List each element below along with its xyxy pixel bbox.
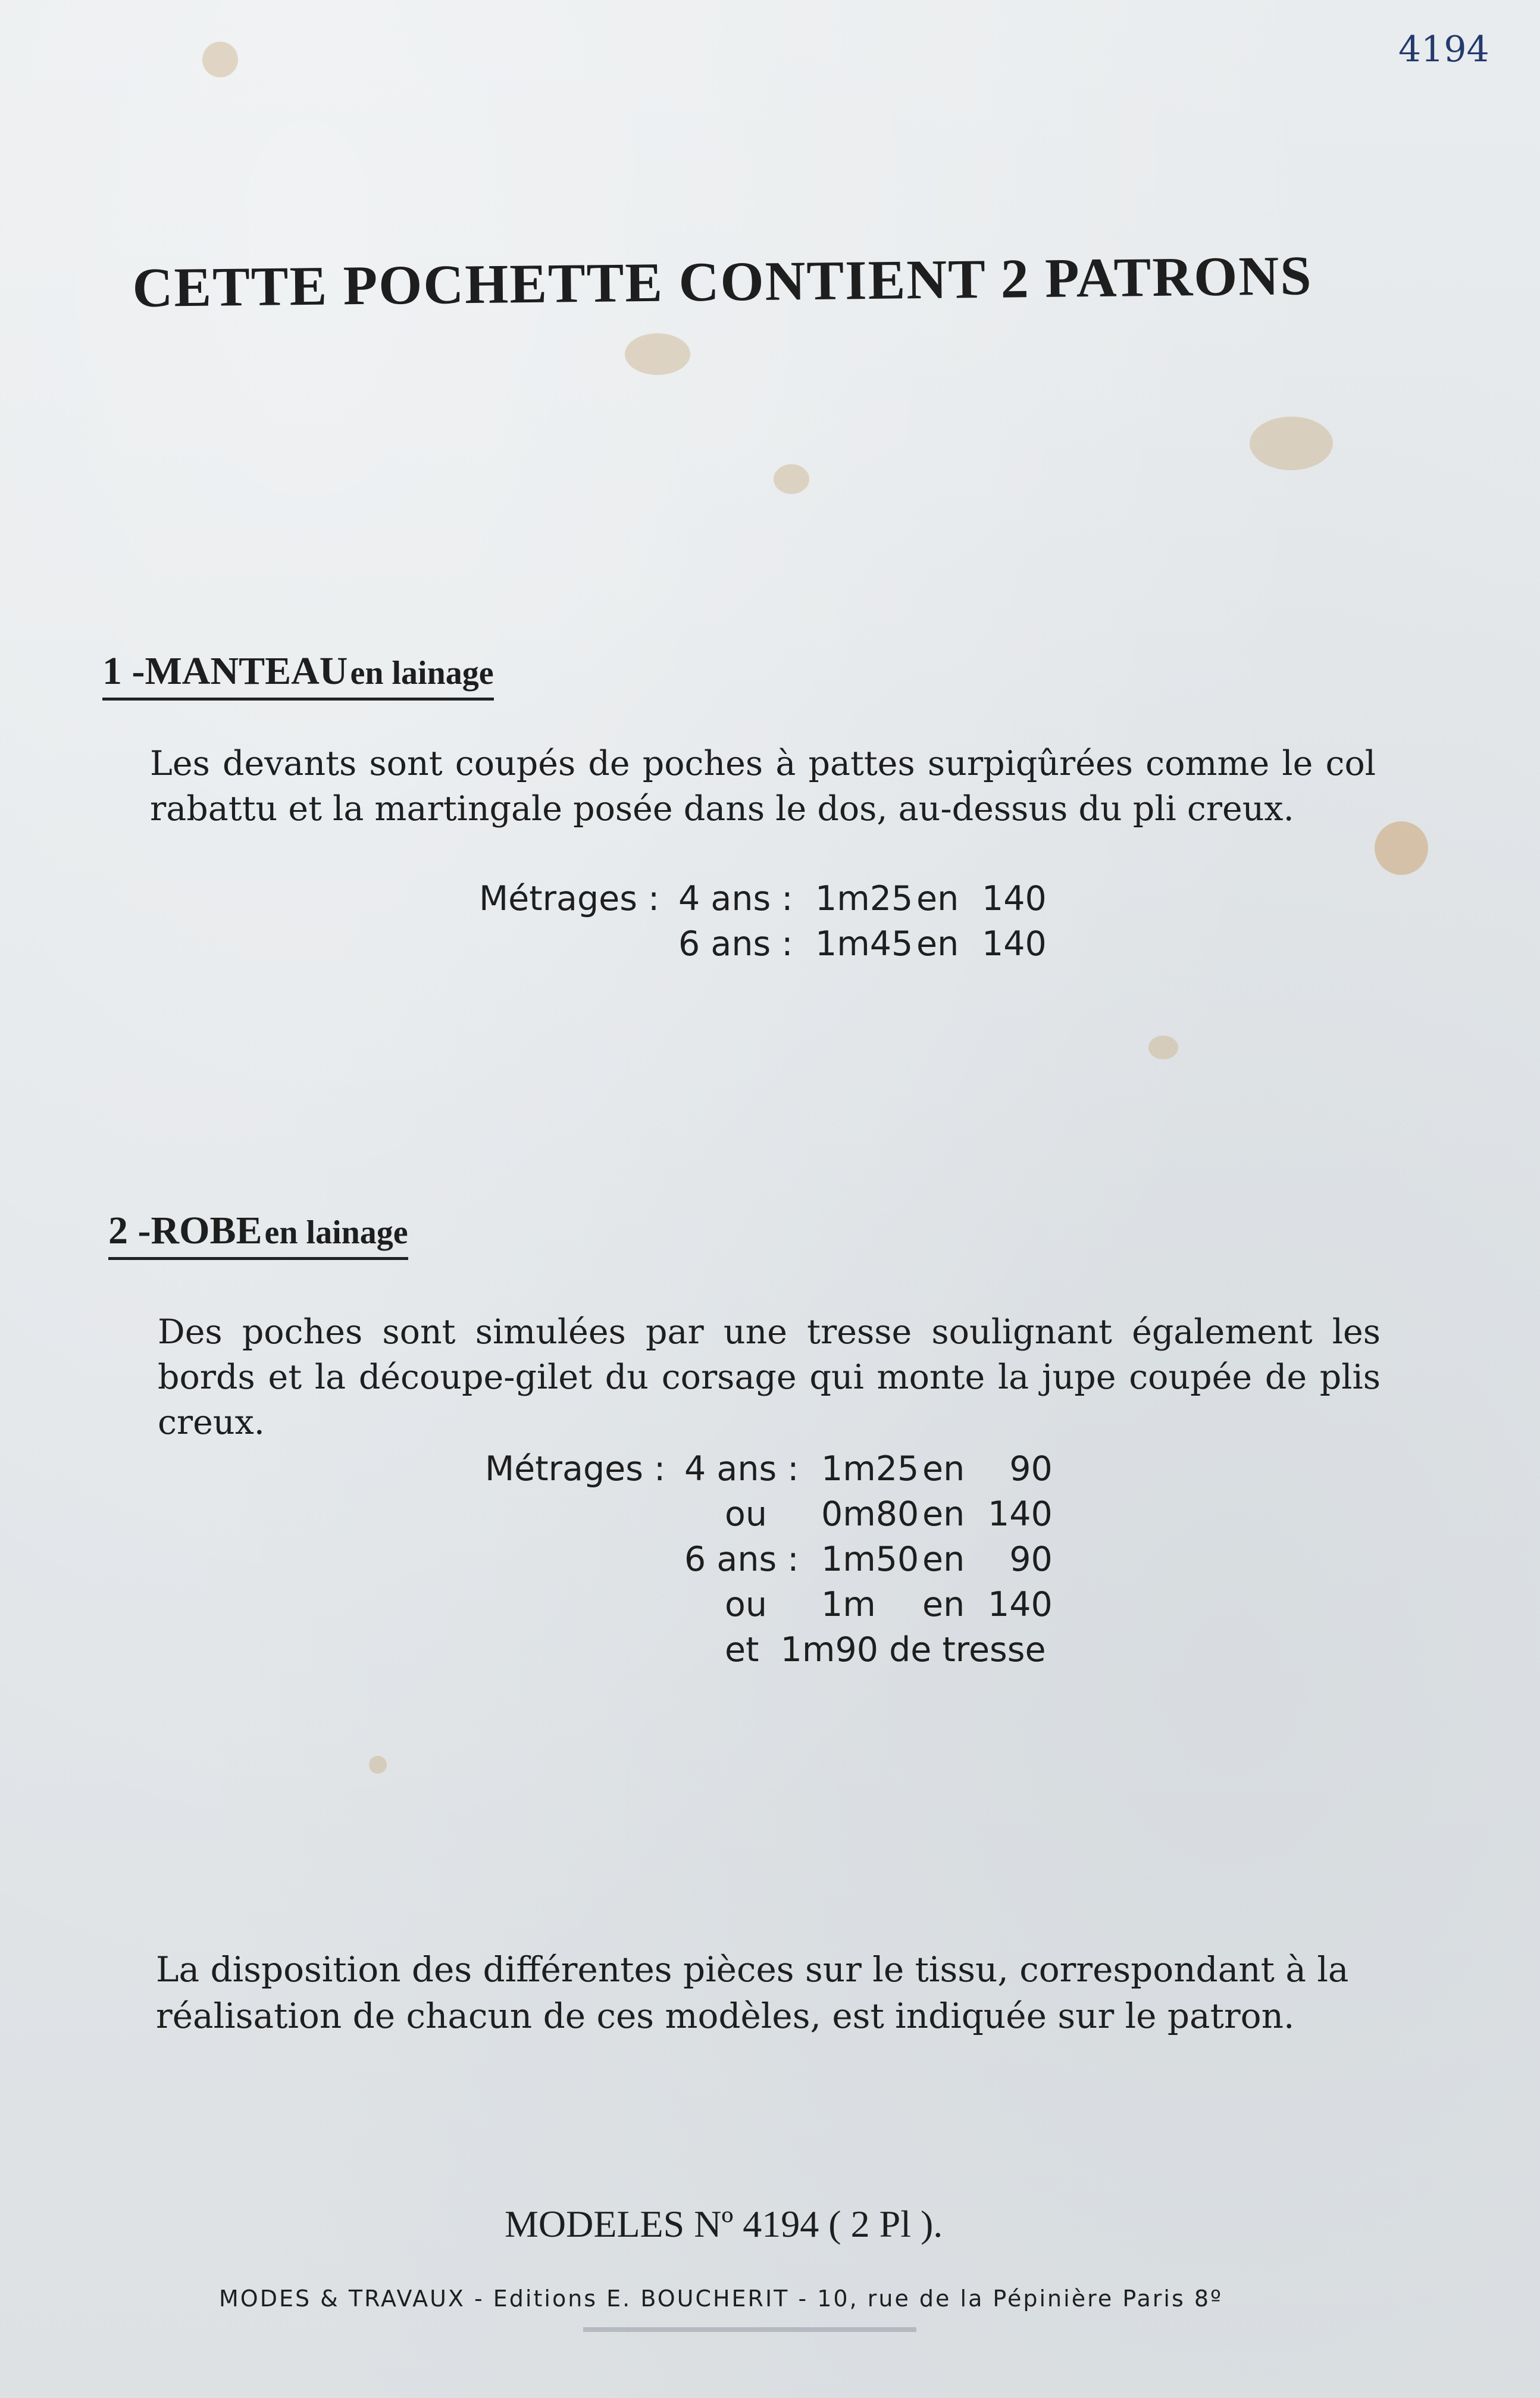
- metrage-qty: 1m: [821, 1585, 876, 1624]
- metrage-size: 4 ans :: [684, 1449, 799, 1489]
- metrage-size: 4 ans :: [678, 879, 793, 918]
- metrage-qty: 1m45: [815, 924, 913, 964]
- metrage-en: en: [922, 1585, 965, 1624]
- metrages-table-manteau: [479, 876, 1047, 967]
- section-description-manteau: Les devants sont coupés de poches à pattes surpiqûrées comme le col rabattu et la martingale posée dans le dos, au-dessus du pli creux.: [150, 744, 1376, 828]
- metrages-label: Métrages :: [485, 1449, 666, 1489]
- metrage-size: 6 ans :: [678, 924, 793, 964]
- section-heading-robe: [108, 1208, 408, 1260]
- page-number: 4194: [1398, 29, 1489, 70]
- metrage-size: ou: [725, 1585, 767, 1624]
- metrage-width: 140: [988, 1495, 1053, 1534]
- metrage-en: en: [916, 879, 959, 918]
- models-reference: MODELES Nº 4194 ( 2 Pl ).: [505, 2203, 943, 2245]
- metrage-qty: 1m25: [821, 1449, 919, 1489]
- section-subtitle: en lainage: [264, 1214, 408, 1251]
- publisher-line: MODES & TRAVAUX - Editions E. BOUCHERIT - 10, rue de la Pépinière Paris 8º: [219, 2286, 1223, 2312]
- section-subtitle: en lainage: [350, 655, 494, 692]
- section-number: 2 -: [108, 1209, 151, 1252]
- metrage-qty: 1m50: [821, 1540, 919, 1579]
- metrage-qty: 0m80: [821, 1495, 919, 1534]
- section-name: ROBE: [151, 1209, 262, 1252]
- metrage-en: en: [922, 1495, 965, 1534]
- metrage-qty: 1m25: [815, 879, 913, 918]
- metrage-width: 140: [988, 1585, 1053, 1624]
- metrage-extra-braid: et 1m90 de tresse: [725, 1630, 1046, 1669]
- metrage-size: 6 ans :: [684, 1540, 799, 1579]
- printer-fine-print: [583, 2327, 916, 2332]
- section-description-robe: Des poches sont simulées par une tresse soulignant également les bords et la découpe-gilet du corsage qui monte la jupe coupée de plis creux.: [158, 1312, 1381, 1442]
- metrages-table-robe: [485, 1446, 1053, 1672]
- section-heading-manteau: [102, 649, 494, 701]
- metrage-en: en: [922, 1540, 965, 1579]
- metrage-width: 90: [1009, 1449, 1053, 1489]
- metrage-width: 90: [1009, 1540, 1053, 1579]
- section-name: MANTEAU: [145, 649, 348, 693]
- metrage-width: 140: [982, 924, 1047, 964]
- layout-footnote: La disposition des différentes pièces sur le tissu, correspondant à la réalisation de chacun de ces modèles, est indiquée sur le patron.: [156, 1949, 1349, 2036]
- metrage-width: 140: [982, 879, 1047, 918]
- metrage-size: ou: [725, 1495, 767, 1534]
- page-title: CETTE POCHETTE CONTIENT 2 PATRONS: [132, 245, 1313, 319]
- metrages-label: Métrages :: [479, 879, 660, 918]
- section-number: 1 -: [102, 649, 145, 693]
- metrage-en: en: [922, 1449, 965, 1489]
- metrage-en: en: [916, 924, 959, 964]
